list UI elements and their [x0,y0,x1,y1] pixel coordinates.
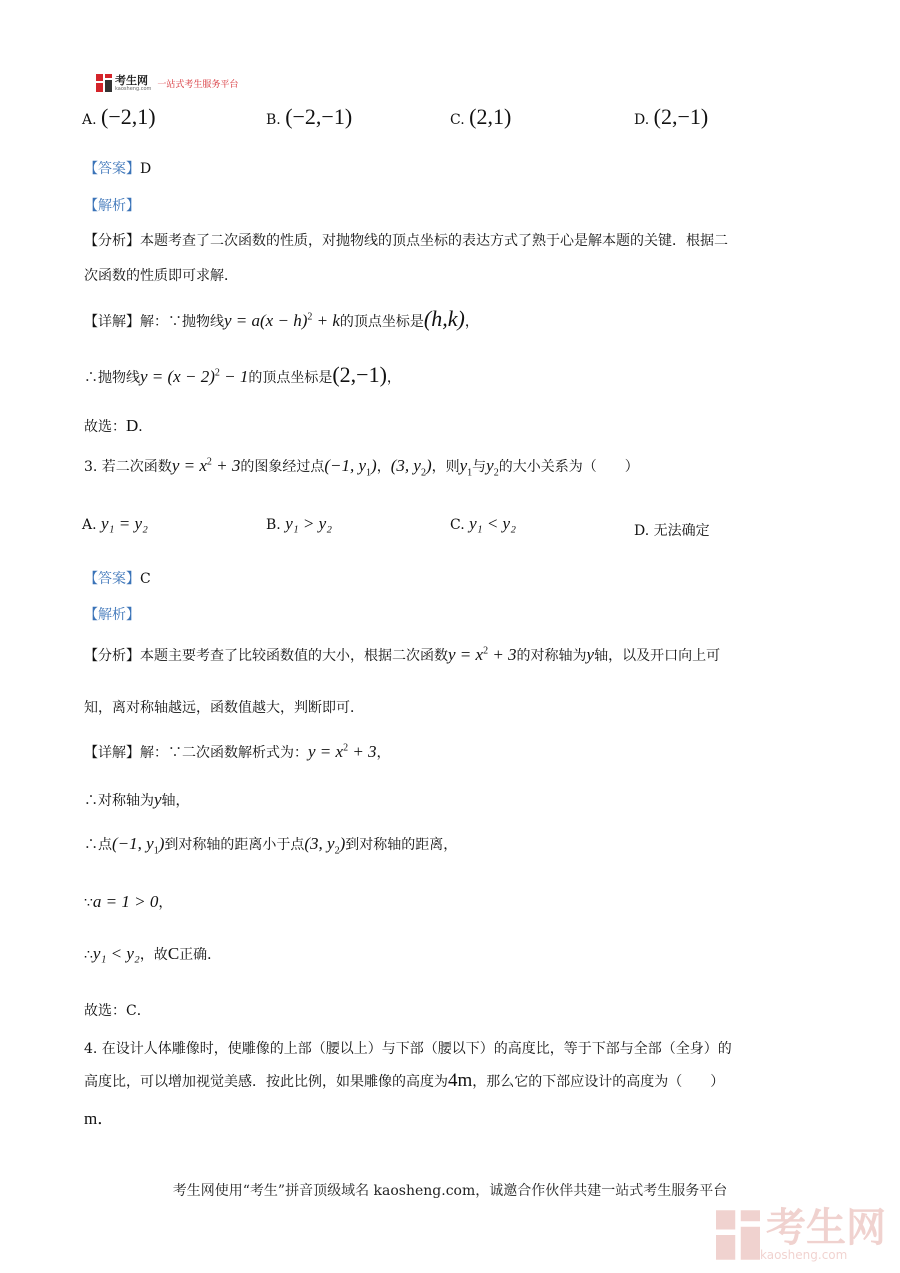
stem-text: 的大小关系为（ ） [498,459,639,475]
formula-sup: 2 [307,311,313,323]
formula-base: y = (x − 2) [140,367,215,386]
option-label: B. [266,517,281,533]
q3-detail-line3 [84,834,457,856]
formula-tail: + 3 [211,456,241,475]
option-label: D. [634,523,650,539]
point-2 [390,456,432,479]
formula-sup: 2 [214,367,220,379]
fenxi-tag: 【分析】 [84,233,140,249]
detail-text: 到对称轴的距离小于点 [164,837,305,853]
punct: ， [386,370,401,386]
option-value: (2,1) [469,104,512,129]
punct: ． [138,419,153,435]
fenxi-text: 的对称轴为 [516,648,587,664]
y1 [459,456,473,479]
q2-fenxi-line2: 次函数的性质即可求解． [84,268,238,284]
q4-text: 高度比，可以增加视觉美感．按此比例，如果雕像的高度为 [84,1074,448,1090]
point-sub: 2 [420,467,426,479]
formula-base: y = a(x − h) [224,311,308,330]
fenxi-text: 本题考查了二次函数的性质，对抛物线的顶点坐标的表达方式了熟于心是解本题的关键．根据二 [140,233,728,249]
option-label: A. [82,112,97,128]
option-value: (2,−1) [653,104,709,129]
option-value: (−2,−1) [285,104,353,129]
choose-value: D [126,416,139,435]
q2-analysis-tag [84,195,140,215]
q3-fenxi-line1 [84,645,720,665]
q3-fenxi-line2: 知，离对称轴越远，函数值越大，判断即可． [84,700,364,716]
q2-choose [84,416,152,436]
formula-sup: 2 [206,456,212,468]
stem-text: 与 [472,459,487,475]
detail-text: ，故 [139,947,168,963]
fenxi-tag: 【分析】 [84,648,140,664]
answer-tag: 【答案】 [84,571,140,587]
point-close: ) [371,456,377,475]
detail-text: ∴点 [84,837,112,853]
formula [172,456,241,475]
detail-text: 轴， [161,793,190,809]
q3-option-b [266,514,332,534]
detail-text: 解：∵二次函数解析式为： [140,745,308,761]
y2 [486,456,499,479]
q3-detail-line5 [84,944,221,964]
unit: m． [84,1109,115,1128]
logo-name: 考生网 [115,73,148,87]
point-sub: 1 [153,845,159,857]
q3-detail-line1 [84,742,391,762]
q4-text: ，那么它的下部应设计的高度为（ ） [472,1074,725,1090]
q2-option-b [266,104,352,130]
fenxi-text: 本题主要考查了比较函数值的大小，根据二次函数 [140,648,448,664]
punct: ， [376,459,391,475]
watermark-logo-icon [716,1210,760,1260]
point-1 [112,834,165,857]
punct: ， [376,745,391,761]
punct: ， [464,314,479,330]
choose-text: 故选： [84,419,126,435]
detail-tag: 【详解】 [84,314,140,330]
formula-sup: 2 [343,742,349,754]
detail-text: 到对称轴的距离， [345,837,458,853]
q3-choose: 故选：C． [84,1003,151,1019]
stem-text: 的图象经过点 [240,459,325,475]
fenxi-text: 轴，以及开口向上可 [594,648,721,664]
kaosheng-logo-icon [96,74,112,92]
header-logo [96,72,238,94]
logo-slogan: 一站式考生服务平台 [157,79,239,90]
watermark-domain: kaosheng.com [760,1248,848,1262]
vertex-point: (h,k) [423,306,465,331]
var-y: y [154,790,162,809]
q4-line1: 4. 在设计人体雕像时，使雕像的上部（腰以上）与下部（腰以下）的高度比，等于下部与全部（全身）的 [84,1041,732,1057]
detail-text: 正确． [179,947,222,963]
point-base: (3, y [390,456,421,475]
option-value: y₁ > y₂ [285,514,333,533]
formula-tail: + 3 [348,742,377,761]
q4-line2 [84,1070,724,1092]
because-symbol: ∵ [84,895,93,911]
q3-analysis-tag [84,604,140,624]
formula-base: y = x [171,456,207,475]
option-label: C. [450,112,465,128]
answer-value: C [140,571,151,587]
point-sub: 2 [334,845,340,857]
analysis-tag: 【解析】 [84,607,140,623]
option-value: y₁ = y₂ [101,514,148,533]
detail-text: ∴抛物线 [84,370,140,386]
detail-text: 解：∵抛物线 [140,314,224,330]
var-base: y [459,456,468,475]
q3-detail-line4 [84,892,172,912]
formula: y₁ < y₂ [92,944,140,963]
q2-detail-line2 [84,362,401,388]
q3-detail-line2 [84,790,190,810]
var-sub: 1 [467,467,473,479]
punct: ， [158,895,173,911]
footer-text: 考生网使用“考生”拼音顶级域名 kaosheng.com，诚邀合作伙伴共建一站式考生服务平台 [172,1183,728,1199]
point-base: (−1, y [112,834,154,853]
answer-tag: 【答案】 [84,161,140,177]
point-base: (−1, y [324,456,367,475]
q2-answer [84,158,151,178]
point-2 [304,834,346,857]
var-sub: 2 [493,467,499,479]
watermark-text: 考生网 [766,1205,886,1251]
point-close: ) [339,834,346,853]
formula-base: y = x [448,645,484,664]
q2-detail-line1 [84,306,479,332]
q3-option-d [634,520,710,540]
analysis-tag: 【解析】 [84,198,140,214]
detail-tag: 【详解】 [84,745,140,761]
option-label: D. [634,112,650,128]
var-base: y [486,456,494,475]
q2-option-d [634,104,708,130]
point-close: ) [158,834,165,853]
point-1 [324,456,377,479]
detail-text: 的顶点坐标是 [248,370,333,386]
formula-tail: − 1 [219,367,249,386]
option-label: B. [266,112,281,128]
option-value: (−2,1) [101,104,156,129]
option-label: A. [82,517,97,533]
q4-line3 [84,1104,114,1129]
formula-tail: + 3 [488,645,517,664]
q3-option-c [450,514,516,534]
stem-text: 3. 若二次函数 [84,459,172,475]
option-value: y₁ < y₂ [469,514,517,533]
formula: a = 1 > 0 [92,892,159,911]
point-sub: 1 [366,467,372,479]
q3-stem [84,456,639,478]
detail-text: ∴对称轴为 [84,793,154,809]
logo-domain: kaosheng.com [115,85,152,92]
var-y: y [586,645,595,664]
option-ref: C [167,944,180,963]
option-value: 无法确定 [653,523,710,539]
formula-base: y = x [308,742,344,761]
therefore-symbol: ∴ [84,947,93,963]
stem-text: ，则 [431,459,460,475]
q2-option-c [450,104,511,130]
height-value: 4m [448,1070,473,1091]
answer-value: D [140,161,152,177]
watermark [716,1205,886,1262]
q2-option-a [82,104,156,130]
point-base: (3, y [304,834,335,853]
option-label: C. [450,517,465,533]
detail-text: 的顶点坐标是 [339,314,424,330]
vertex-point: (2,−1) [332,362,387,387]
point-close: ) [425,456,432,475]
q2-fenxi-line1 [84,230,728,250]
formula [140,367,248,386]
q3-answer [84,568,151,588]
q3-option-a [82,514,148,534]
formula [308,742,377,761]
formula [448,645,517,664]
formula-sup: 2 [483,645,489,657]
formula-tail: + k [312,311,340,330]
formula [224,311,340,330]
